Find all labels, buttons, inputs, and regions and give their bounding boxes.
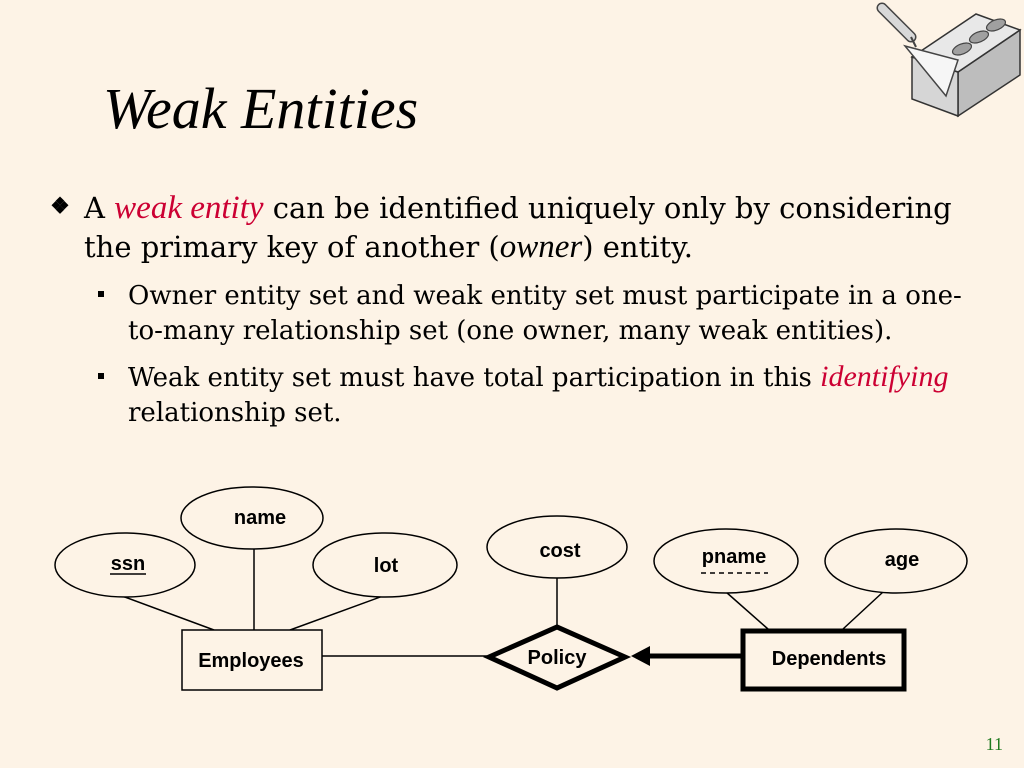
attribute-label: pname	[701, 546, 767, 568]
attribute-name	[181, 487, 323, 549]
entity-employees	[182, 630, 322, 690]
bullet-main-line-2	[84, 229, 693, 265]
page-number: 11	[985, 734, 1003, 754]
sub-bullet-2-text-lead: Weak entity set must have total participation in this	[128, 363, 821, 393]
attribute-lot	[313, 533, 457, 597]
bullet-main-text-rest: can be identified uniquely only by considering	[263, 191, 952, 225]
attribute-ssn	[55, 533, 195, 597]
attribute-cost	[487, 516, 627, 578]
bullet-main-text-rest: ) entity.	[582, 230, 693, 264]
weak-entity-term: weak entity	[114, 190, 264, 226]
identifying-term: identifying	[820, 360, 949, 393]
square-bullet-icon	[98, 373, 104, 379]
attribute-label: name	[233, 507, 287, 529]
sub-bullet-2-line-2: relationship set.	[128, 398, 342, 428]
sub-bullet-1-line-2: to-many relationship set (one owner, many weak entities).	[128, 316, 893, 346]
attribute-label: ssn	[110, 553, 146, 575]
bullet-main-text-lead: A	[84, 191, 115, 225]
sub-bullet-1-line-1: Owner entity set and weak entity set must participate in a one-	[128, 281, 962, 311]
square-bullet-icon	[98, 291, 104, 297]
slide-title: Weak Entities	[103, 76, 419, 141]
sub-bullet-2-line-1	[128, 360, 948, 393]
attribute-label: lot	[373, 555, 399, 577]
bullet-main-text-lead: the primary key of another (	[84, 230, 500, 264]
attribute-label: age	[884, 549, 920, 571]
entity-dependents	[743, 631, 904, 689]
owner-term: owner	[499, 229, 583, 265]
entity-label: Employees	[198, 650, 304, 672]
bullet-main-line-1	[83, 190, 952, 226]
attribute-age	[825, 529, 967, 593]
relationship-label: Policy	[527, 647, 587, 669]
attribute-pname	[654, 529, 798, 593]
entity-label: Dependents	[771, 648, 887, 670]
attribute-label: cost	[539, 540, 581, 562]
